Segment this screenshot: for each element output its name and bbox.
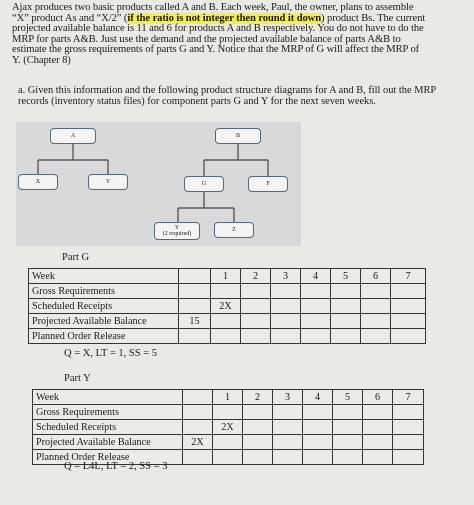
initial-value-cell: 2X [183,435,213,450]
week-4-cell[interactable] [301,299,331,314]
week-1-cell[interactable] [213,435,243,450]
week-3-cell[interactable] [271,314,301,329]
week-5-cell[interactable] [333,435,363,450]
week-4-header: 4 [301,269,331,284]
week-4-cell[interactable] [303,435,333,450]
mrp-row [29,299,426,314]
week-1-cell[interactable] [213,450,243,465]
node-g: G [184,176,224,192]
problem-line-2: “X” product As and “X/2” (if the ratio is not integer then round it down) product Bs. The current [12,12,426,24]
week-1-cell[interactable] [213,405,243,420]
week-4-cell[interactable] [303,420,333,435]
week-header-row [29,269,426,284]
rounding-note-highlight: if the ratio is not integer then round it down [127,12,322,24]
week-2-header: 2 [241,269,271,284]
question-a [18,86,458,107]
problem-line-4: MRP for parts A&B. Just use the demand and the projected available balance of parts A&B to [12,33,401,45]
week-6-cell[interactable] [363,420,393,435]
week-7-cell[interactable] [393,405,424,420]
row-label: Gross Requirements [29,284,179,299]
week-4-cell[interactable] [301,314,331,329]
part-y-label: Part Y [64,373,91,384]
week-5-header: 5 [333,390,363,405]
node-f: F [248,176,288,192]
week-7-cell[interactable] [393,450,424,465]
initial-value-cell [183,405,213,420]
problem-line-5: estimate the gross requirements of parts G and Y. Notice that the MRP of G will affect the MRP of [12,44,420,56]
part-g-parameters: Q = X, LT = 1, SS = 5 [64,348,158,359]
week-label: Week [33,390,183,405]
mrp-row [33,420,424,435]
week-label: Week [29,269,179,284]
week-4-cell[interactable] [301,329,331,344]
problem-line-6: Y. (Chapter 8) [12,54,71,66]
week-5-cell[interactable] [333,450,363,465]
row-label: Scheduled Receipts [33,420,183,435]
week-1-cell[interactable]: 2X [211,299,241,314]
week-2-cell[interactable] [243,420,273,435]
week-3-cell[interactable] [271,284,301,299]
node-y: Y [88,174,128,190]
week-3-cell[interactable] [273,435,303,450]
week-2-cell[interactable] [241,314,271,329]
row-label: Planned Order Release [29,329,179,344]
week-6-cell[interactable] [361,284,391,299]
question-line-2: records (inventory status files) for component parts G and Y for the next seven weeks. [18,95,376,107]
initial-value-cell [179,329,211,344]
problem-line-1: Ajax produces two basic products called A and B. Each week, Paul, the owner, plans to assemble [12,2,414,13]
week-2-header: 2 [243,390,273,405]
week-3-cell[interactable] [273,420,303,435]
part-g-mrp-table [28,268,426,344]
initial-value-cell [183,450,213,465]
week-5-cell[interactable] [333,420,363,435]
week-5-header: 5 [331,269,361,284]
week-7-cell[interactable] [391,329,426,344]
week-3-header: 3 [273,390,303,405]
week-7-cell[interactable] [391,314,426,329]
week-3-header: 3 [271,269,301,284]
question-line-1: a. Given this information and the following product structure diagrams for A and B, fill out the MRP [18,85,437,96]
week-7-cell[interactable] [393,435,424,450]
product-structure-diagram [16,122,301,246]
initial-value-cell [179,284,211,299]
week-1-cell[interactable] [211,284,241,299]
week-1-cell[interactable] [211,314,241,329]
week-6-cell[interactable] [361,299,391,314]
week-2-cell[interactable] [243,435,273,450]
mrp-row [29,284,426,299]
week-6-cell[interactable] [361,314,391,329]
week-2-cell[interactable] [241,284,271,299]
week-5-cell[interactable] [331,314,361,329]
part-y-mrp-table [32,389,424,465]
week-7-cell[interactable] [391,299,426,314]
part-y-parameters: Q = L4L, LT = 2, SS = 3 [64,461,168,472]
week-2-cell[interactable] [243,405,273,420]
pre-week-cell [179,269,211,284]
week-4-cell[interactable] [303,405,333,420]
node-a: A [50,128,96,144]
row-label: Planned Order Release [33,450,183,465]
week-5-cell[interactable] [331,329,361,344]
week-7-cell[interactable] [391,284,426,299]
week-5-cell[interactable] [331,284,361,299]
week-3-cell[interactable] [271,329,301,344]
week-7-header: 7 [393,390,424,405]
week-2-cell[interactable] [241,299,271,314]
pre-week-cell [183,390,213,405]
week-7-header: 7 [391,269,426,284]
node-y-2-required: Y (2 required) [154,222,200,240]
mrp-row [29,314,426,329]
week-1-cell[interactable]: 2X [213,420,243,435]
initial-value-cell [183,420,213,435]
week-1-cell[interactable] [211,329,241,344]
problem-line-3: projected available balance is 11 and 6 for products A and B respectively. You do not have to do the [12,23,424,35]
week-2-cell[interactable] [243,450,273,465]
row-label: Gross Requirements [33,405,183,420]
initial-value-cell: 15 [179,314,211,329]
week-6-header: 6 [361,269,391,284]
row-label: Projected Available Balance [29,314,179,329]
week-6-cell[interactable] [363,450,393,465]
node-x: X [18,174,58,190]
week-3-cell[interactable] [273,405,303,420]
week-4-cell[interactable] [301,284,331,299]
mrp-row [29,329,426,344]
week-6-cell[interactable] [363,405,393,420]
week-6-cell[interactable] [361,329,391,344]
week-header-row [33,390,424,405]
week-7-cell[interactable] [393,420,424,435]
week-3-cell[interactable] [273,450,303,465]
mrp-row [33,435,424,450]
node-z: Z [214,222,254,238]
problem-statement [12,3,464,67]
node-b: B [215,128,261,144]
week-1-header: 1 [213,390,243,405]
week-1-header: 1 [211,269,241,284]
row-label: Projected Available Balance [33,435,183,450]
week-5-cell[interactable] [331,299,361,314]
week-4-header: 4 [303,390,333,405]
week-3-cell[interactable] [271,299,301,314]
row-label: Scheduled Receipts [29,299,179,314]
mrp-row [33,405,424,420]
part-g-label: Part G [62,252,90,263]
initial-value-cell [179,299,211,314]
week-6-header: 6 [363,390,393,405]
week-5-cell[interactable] [333,405,363,420]
week-4-cell[interactable] [303,450,333,465]
week-2-cell[interactable] [241,329,271,344]
week-6-cell[interactable] [363,435,393,450]
